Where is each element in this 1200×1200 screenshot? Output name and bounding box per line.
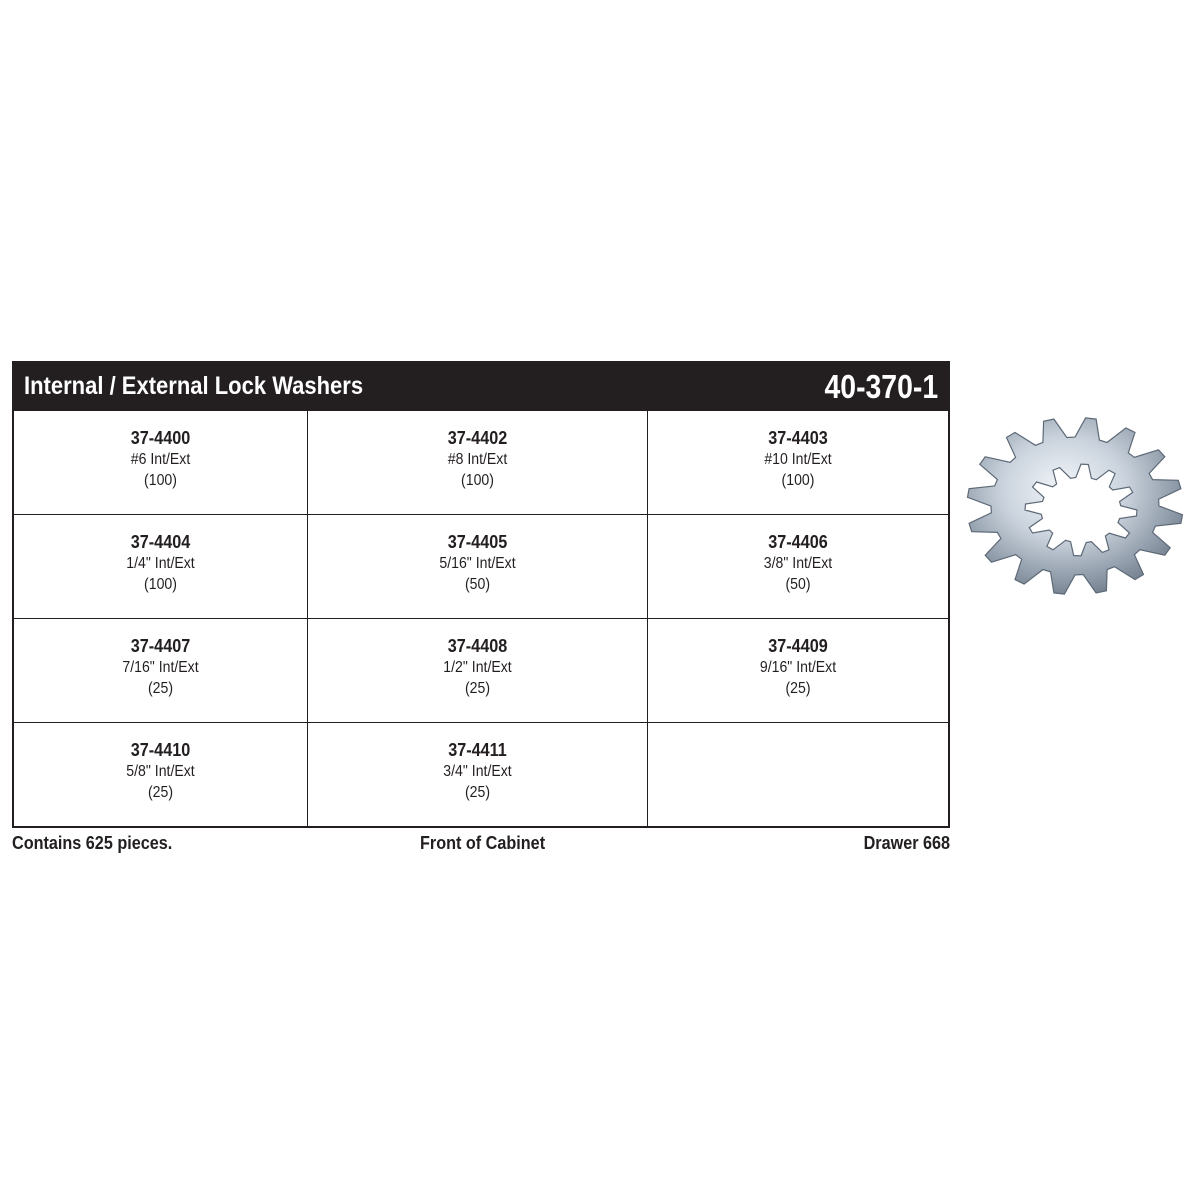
part-quantity: (50) <box>464 576 491 593</box>
part-quantity: (25) <box>147 784 174 801</box>
part-number: 37-4407 <box>130 636 191 656</box>
lock-washer-icon <box>962 408 1188 604</box>
part-cell <box>14 411 308 515</box>
part-description: #10 Int/Ext <box>764 451 832 468</box>
part-description: 3/4" Int/Ext <box>443 763 512 780</box>
part-description: 3/8" Int/Ext <box>763 555 833 572</box>
part-number: 37-4408 <box>447 636 508 656</box>
part-description: 5/8" Int/Ext <box>126 763 195 780</box>
washer-body <box>968 418 1183 594</box>
contents-note: Contains 625 pieces. <box>12 833 173 853</box>
part-cell <box>14 723 308 826</box>
parts-grid <box>14 411 948 826</box>
part-cell <box>648 411 948 515</box>
cabinet-location: Front of Cabinet <box>420 833 546 853</box>
part-number: 37-4409 <box>768 636 828 656</box>
part-quantity: (25) <box>785 680 811 697</box>
part-description: 9/16" Int/Ext <box>759 659 837 676</box>
part-quantity: (100) <box>781 472 815 489</box>
part-description: #8 Int/Ext <box>447 451 508 468</box>
part-cell <box>308 515 648 619</box>
part-cell <box>648 515 948 619</box>
catalog-number: 40-370-1 <box>824 368 938 405</box>
empty-cell <box>648 723 948 826</box>
part-number: 37-4405 <box>447 532 508 552</box>
part-description: #6 Int/Ext <box>130 451 191 468</box>
part-number: 37-4403 <box>768 428 828 448</box>
part-quantity: (100) <box>144 576 177 593</box>
part-description: 5/16" Int/Ext <box>439 555 516 572</box>
part-quantity: (25) <box>464 784 491 801</box>
part-quantity: (100) <box>461 472 494 489</box>
part-cell <box>14 515 308 619</box>
drawer-number: Drawer 668 <box>863 833 950 853</box>
chart-header <box>14 363 948 411</box>
part-quantity: (100) <box>144 472 177 489</box>
part-quantity: (25) <box>147 680 174 697</box>
part-description: 1/2" Int/Ext <box>443 659 512 676</box>
part-quantity: (25) <box>464 680 491 697</box>
part-number: 37-4402 <box>447 428 508 448</box>
part-quantity: (50) <box>785 576 811 593</box>
part-cell <box>648 619 948 723</box>
part-number: 37-4410 <box>130 740 191 760</box>
part-number: 37-4411 <box>448 740 507 760</box>
part-description: 7/16" Int/Ext <box>122 659 199 676</box>
part-cell <box>14 619 308 723</box>
part-cell <box>308 723 648 826</box>
part-number: 37-4404 <box>130 532 191 552</box>
part-description: 1/4" Int/Ext <box>126 555 195 572</box>
part-cell <box>308 619 648 723</box>
chart-title: Internal / External Lock Washers <box>24 372 364 400</box>
part-cell <box>308 411 648 515</box>
part-number: 37-4400 <box>130 428 191 448</box>
parts-chart <box>12 361 950 828</box>
part-number: 37-4406 <box>768 532 828 552</box>
